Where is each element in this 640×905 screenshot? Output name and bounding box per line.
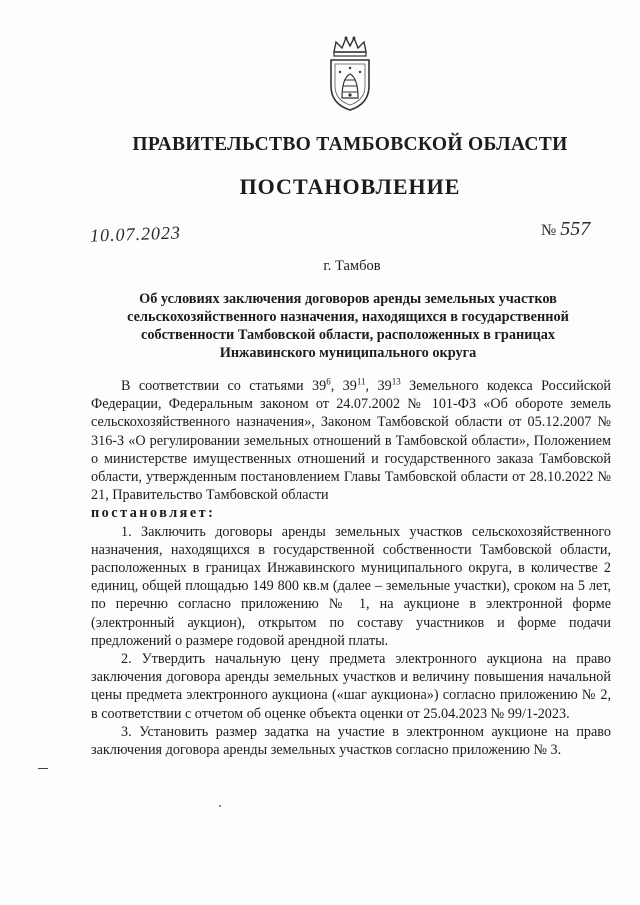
document-type: ПОСТАНОВЛЕНИЕ xyxy=(239,174,461,199)
preamble: В соответствии со статьями $39^6$, $39^{11}$, $39^{13}$ Земельного кодекса Российской Федерации, Федеральным законом от 24.07.2002 № 101-ФЗ «Об обороте земель сельскохозяйственного назначения», Законом Тамбовской области от 05.12.2007 № 316-З «О регулировании земельных отношений в Тамбовской области», Положением о министерстве имущественных отношений и государственного заказа Тамбовской области, утвержденным постановлением Главы Тамбовской области от 28.10.2022 № 21, Правительство Тамбовской области xyxy=(91,376,612,504)
scan-speck xyxy=(219,805,221,807)
margin-mark xyxy=(38,768,48,769)
number-prefix: № xyxy=(541,222,557,239)
item-2: 2. Утвердить начальную цену предмета электронного аукциона на право заключения договора аренды земельных участков и величину повышения начальной цены предмета электронного аукциона («шаг аукциона») согласно приложению № 2, в соответствии с отчетом об оценке объекта оценки от 25.04.2023 № 99/1-2023. xyxy=(91,651,611,722)
coat-of-arms-icon xyxy=(322,34,378,114)
document-subject: Об условиях заключения договоров аренды земельных участков сельскохозяйственного назначения, находящихся в государственной собственности Тамбовской области, расположенных в границах Инжавинского муниципального округа xyxy=(127,291,569,361)
item-1: 1. Заключить договоры аренды земельных участков сельскохозяйственного назначения, находящихся в государственной собственности Тамбовской области, расположенных в границах Инжавинского муниципального округа, в количестве 2 единиц, общей площадью 149 800 кв.м (далее – земельные участки), сроком на 5 лет, по перечню согласно приложению № 1, на аукционе в электронной форме (электронный аукцион), открытом по составу участников и форме подачи предложений о размере годовой арендной платы. xyxy=(91,523,611,649)
document-body xyxy=(91,377,611,759)
document-number xyxy=(541,218,590,241)
decree-word: постановляет: xyxy=(91,505,216,522)
government-name: ПРАВИТЕЛЬСТВО ТАМБОВСКОЙ ОБЛАСТИ xyxy=(132,134,568,155)
city: г. Тамбов xyxy=(323,258,381,274)
document-date: 10.07.2023 xyxy=(89,222,182,246)
item-3: 3. Установить размер задатка на участие в электронном аукционе на право заключения договора аренды земельных участков согласно приложению № 3. xyxy=(91,723,611,759)
number-value: 557 xyxy=(560,218,591,240)
